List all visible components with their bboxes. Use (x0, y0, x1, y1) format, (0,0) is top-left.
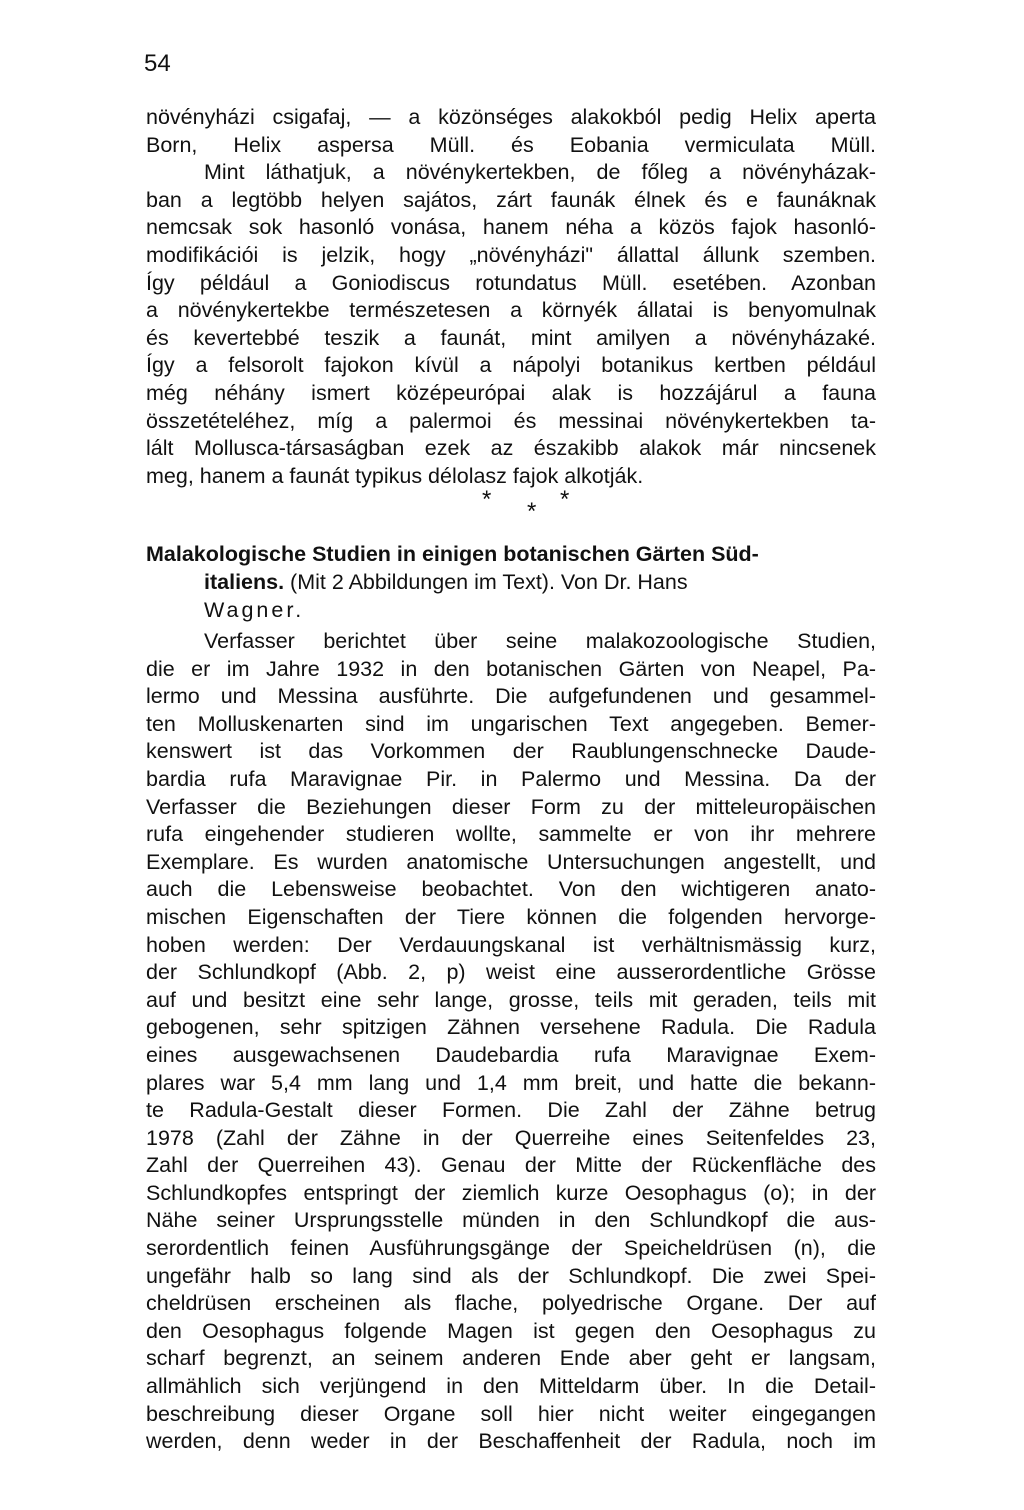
heading-title-part-2: italiens. (204, 570, 285, 594)
text-line: modifikációi is jelzik, hogy „növényházi" állattal állunk szemben. (146, 242, 876, 267)
text-line: rufa eingehender studieren wollte, sammelte er von ihr mehrere (146, 822, 876, 847)
text-line: scharf begrenzt, an seinem anderen Ende aber geht er langsam, (146, 1346, 876, 1371)
text-line: Exemplare. Es wurden anatomische Untersuchungen angestellt, und (146, 849, 876, 874)
text-line: plares war 5,4 mm lang und 1,4 mm breit, und hatte die bekann- (146, 1070, 876, 1095)
text-line: még néhány ismert középeurópai alak is hozzájárul a fauna (146, 380, 876, 405)
text-line: Born, Helix aspersa Müll. és Eobania vermiculata Müll. (146, 132, 876, 157)
asterisk: * (482, 486, 492, 513)
text-line: kenswert ist das Vorkommen der Raublungenschnecke Daude- (146, 739, 876, 764)
text-line: meg, hanem a faunát typikus délolasz fajok alkotják. (146, 463, 644, 488)
text-line: serordentlich feinen Ausführungsgänge der Speicheldrüsen (n), die (146, 1236, 876, 1261)
text-line: hoben werden: Der Verdauungskanal ist verhältnismässig kurz, (146, 932, 876, 957)
text-line: lált Mollusca-társaságban ezek az északibb alakok már nincsenek (146, 436, 876, 461)
text-line: gebogenen, sehr spitzigen Zähnen versehene Radula. Die Radula (146, 1015, 876, 1040)
text-line: werden, denn weder in der Beschaffenheit der Radula, noch im (146, 1429, 876, 1454)
heading-subtitle: (Mit 2 Abbildungen im Text). Von Dr. Hans (284, 570, 688, 594)
text-line: bardia rufa Maravignae Pir. in Palermo und Messina. Da der (146, 766, 876, 791)
text-line: auf und besitzt eine sehr lange, grosse, teils mit geraden, teils mit (146, 987, 876, 1012)
text-line: den Oesophagus folgende Magen ist gegen den Oesophagus zu (146, 1318, 876, 1343)
article-heading (146, 540, 876, 624)
text-line: Így például a Goniodiscus rotundatus Müll. esetében. Azonban (146, 270, 876, 295)
text-line: ban a legtöbb helyen sajátos, zárt faunák élnek és e faunáknak (146, 187, 876, 212)
german-paragraph (146, 628, 876, 1456)
text-line: összetételéhez, míg a palermoi és messinai növénykertekben ta- (146, 408, 876, 433)
text-line: Schlundkopfes entspringt der ziemlich kurze Oesophagus (o); in der (146, 1180, 876, 1205)
text-line: ungefähr halb so lang sind als der Schlundkopf. Die zwei Spei- (146, 1263, 876, 1288)
section-separator (470, 486, 580, 526)
text-line: Zahl der Querreihen 43). Genau der Mitte der Rückenfläche des (146, 1153, 876, 1178)
hungarian-paragraph (146, 104, 876, 490)
text-line: der Schlundkopf (Abb. 2, p) weist eine ausserordentliche Grösse (146, 960, 876, 985)
text-line: és kevertebbé teszik a faunát, mint amilyen a növényházaké. (146, 325, 876, 350)
text-line: cheldrüsen erscheinen als flache, polyedrische Organe. Der auf (146, 1291, 876, 1316)
text-line: Mint láthatjuk, a növénykertekben, de főleg a növényházak- (204, 160, 876, 185)
text-line: nemcsak sok hasonló vonása, hanem néha a közös fajok hasonló- (146, 215, 876, 240)
heading-title-part-1: Malakologische Studien in einigen botanischen Gärten Süd- (146, 542, 759, 566)
heading-author: Wagner. (204, 598, 305, 622)
text-line: Így a felsorolt fajokon kívül a nápolyi botanikus kertben például (146, 353, 876, 378)
text-line: te Radula-Gestalt dieser Formen. Die Zahl der Zähne betrug (146, 1098, 876, 1123)
text-line: növényházi csigafaj, — a közönséges alakokból pedig Helix aperta (146, 105, 876, 129)
heading-line (146, 568, 876, 596)
text-line: auch die Lebensweise beobachtet. Von den wichtigeren anato- (146, 877, 876, 902)
heading-line (146, 540, 876, 568)
text-line: Nähe seiner Ursprungsstelle münden in den Schlundkopf die aus- (146, 1208, 876, 1233)
page-number: 54 (144, 50, 171, 77)
text-line: eines ausgewachsenen Daudebardia rufa Maravignae Exem- (146, 1042, 876, 1067)
text-line: 1978 (Zahl der Zähne in der Querreihe eines Seitenfeldes 23, (146, 1125, 876, 1150)
text-line: mischen Eigenschaften der Tiere können die folgenden hervorge- (146, 904, 876, 929)
text-line: a növénykertekbe természetesen a környék állatai is benyomulnak (146, 298, 876, 323)
text-line: lermo und Messina ausführte. Die aufgefundenen und gesammel- (146, 684, 876, 709)
text-line: ten Molluskenarten sind im ungarischen Text angegeben. Bemer- (146, 711, 876, 736)
text-line: allmählich sich verjüngend in den Mitteldarm über. In die Detail- (146, 1374, 876, 1399)
text-line: Verfasser berichtet über seine malakozoologische Studien, (204, 629, 876, 653)
text-line: die er im Jahre 1932 in den botanischen Gärten von Neapel, Pa- (146, 656, 876, 681)
asterisk: * (527, 498, 537, 525)
text-line: beschreibung dieser Organe soll hier nicht weiter eingegangen (146, 1401, 876, 1426)
asterisk: * (560, 486, 570, 513)
text-line: Verfasser die Beziehungen dieser Form zu der mitteleuropäischen (146, 794, 876, 819)
